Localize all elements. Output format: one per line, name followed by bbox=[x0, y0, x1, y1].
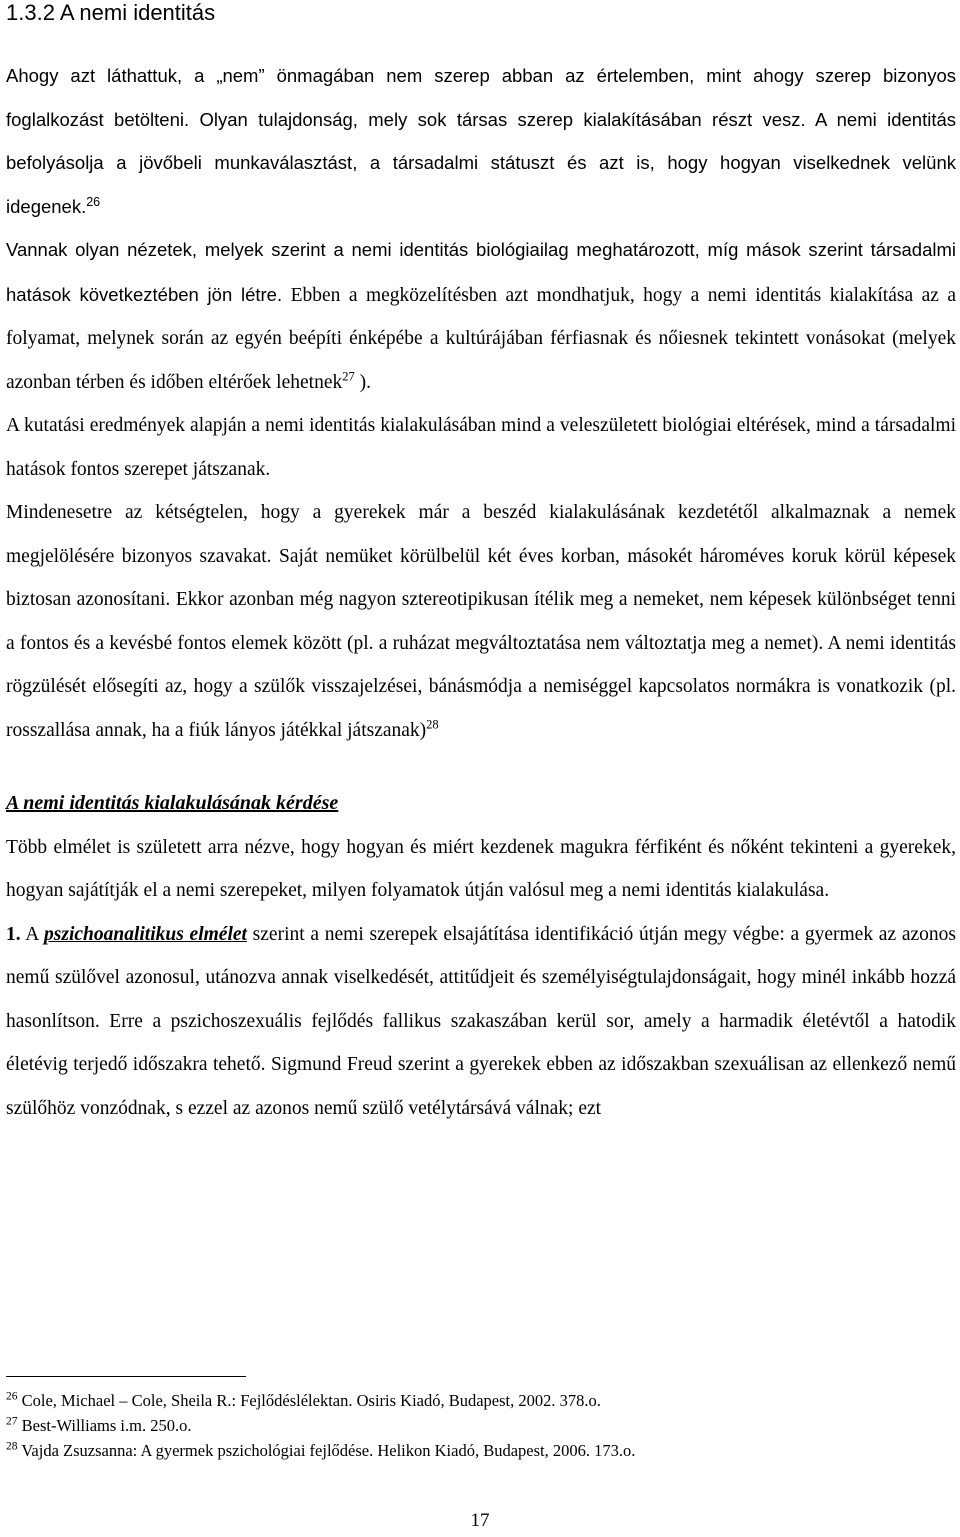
footnote-text: Best-Williams i.m. 250.o. bbox=[17, 1416, 192, 1435]
paragraph-5: Több elmélet is született arra nézve, hogy hogyan és miért kezdenek magukra férfiként és nőként tekinteni a gyerekek, hogyan sajátítják el a nemi szerepeket, milyen folyamatok útján valósul meg a nemi identitás kialakulása. bbox=[6, 836, 956, 901]
footnote-text: Cole, Michael – Cole, Sheila R.: Fejlődéslélektan. Osiris Kiadó, Budapest, 2002. 378.o. bbox=[17, 1391, 601, 1410]
footnotes bbox=[6, 1388, 956, 1463]
footnote-ref-28: 28 bbox=[426, 717, 439, 731]
paragraph-4-text: Mindenesetre az kétségtelen, hogy a gyerekek már a beszéd kialakulásának kezdetétől alkalmaznak a nemek megjelölésére bizonyos szavakat. Saját nemüket körülbelül két éves korban, másokét hároméves koruk körül képesek biztosan azonosítani. Ekkor azonban még nagyon sztereotipikusan ítélik meg a nemeket, nem képesek különbséget tenni a fontos és a kevésbé fontos elemek között (pl. a ruházat megváltoztatása nem változtatja meg a nemet). A nemi identitás rögzülését elősegíti az, hogy a szülők visszajelzései, bánásmódja a nemiséggel kapcsolatos normákra is vonatkozik (pl. rosszallása annak, ha a fiúk lányos játékkal játszanak) bbox=[6, 502, 956, 741]
paragraph-2-text-c: ). bbox=[354, 371, 371, 393]
list-number: 1. bbox=[6, 923, 21, 945]
section-heading: 1.3.2 A nemi identitás bbox=[6, 0, 216, 25]
footnote-number: 27 bbox=[6, 1415, 18, 1428]
paragraph-4 bbox=[6, 491, 956, 752]
paragraph-3: A kutatási eredmények alapján a nemi identitás kialakulásában mind a veleszületett biológiai eltérések, mind a társadalmi hatások fontos szerepet játszanak. bbox=[6, 415, 956, 480]
footnote-ref-26: 26 bbox=[86, 194, 101, 209]
page-body bbox=[6, 0, 956, 1130]
footnote-text: Vajda Zsuzsanna: A gyermek pszichológiai fejlődése. Helikon Kiadó, Budapest, 2006. 173.o. bbox=[17, 1441, 636, 1460]
paragraph-2-text-a: Vannak olyan nézetek, melyek szerint a nemi identitás biológiailag meghatározott, míg mások szerint társadalmi hatások következtében jön létre. bbox=[6, 239, 956, 305]
footnote-number: 26 bbox=[6, 1390, 18, 1403]
paragraph-2 bbox=[6, 228, 956, 404]
subsection-heading: A nemi identitás kialakulásának kérdése bbox=[6, 792, 339, 814]
page-number: 17 bbox=[470, 1510, 490, 1531]
footnote-number: 28 bbox=[6, 1440, 18, 1453]
footnote-27 bbox=[6, 1413, 956, 1438]
footnote-separator bbox=[6, 1376, 246, 1377]
footnote-ref-27: 27 bbox=[342, 369, 355, 383]
paragraph-6 bbox=[6, 913, 956, 1131]
paragraph-6-text: szerint a nemi szerepek elsajátítása identifikáció útján megy végbe: a gyermek az azonos nemű szülővel azonosul, utánozva annak viselkedését, attitűdjeit és személyiségtulajdonságait, hogy minél inkább hozzá hasonlítson. Erre a pszichoszexuális fejlődés fallikus szakaszában kerül sor, amely a harmadik életévtől a hatodik életévig terjedő időszakra tehető. Sigmund Freud szerint a gyerekek ebben az időszakban szexuálisan az ellenkező nemű szülőhöz vonzódnak, s ezzel az azonos nemű szülő vetélytársává válnak; ezt bbox=[6, 923, 957, 1119]
paragraph-6-lead: A bbox=[20, 923, 45, 945]
theory-term: pszichoanalitikus elmélet bbox=[44, 923, 247, 945]
paragraph-1-text: Ahogy azt láthattuk, a „nem” önmagában nem szerep abban az értelemben, mint ahogy szerep bizonyos foglalkozást betölteni. Olyan tulajdonság, mely sok társas szerep kialakításában részt vesz. A nemi identitás befolyásolja a jövőbeli munkaválasztást, a társadalmi státuszt és azt is, hogy hogyan viselkednek velünk idegenek. bbox=[6, 65, 956, 217]
paragraph-2-text-b: Ebben a megközelítésben azt mondhatjuk, hogy a nemi identitás kialakítása az a folyamat, melynek során az egyén beépíti énképébe a kultúrájában férfiasnak és nőiesnek tekintett vonásokat (melyek azonban térben és időben eltérőek lehetnek bbox=[6, 284, 956, 393]
paragraph-1 bbox=[6, 54, 956, 228]
footnote-26 bbox=[6, 1388, 956, 1413]
footnote-28 bbox=[6, 1438, 956, 1463]
